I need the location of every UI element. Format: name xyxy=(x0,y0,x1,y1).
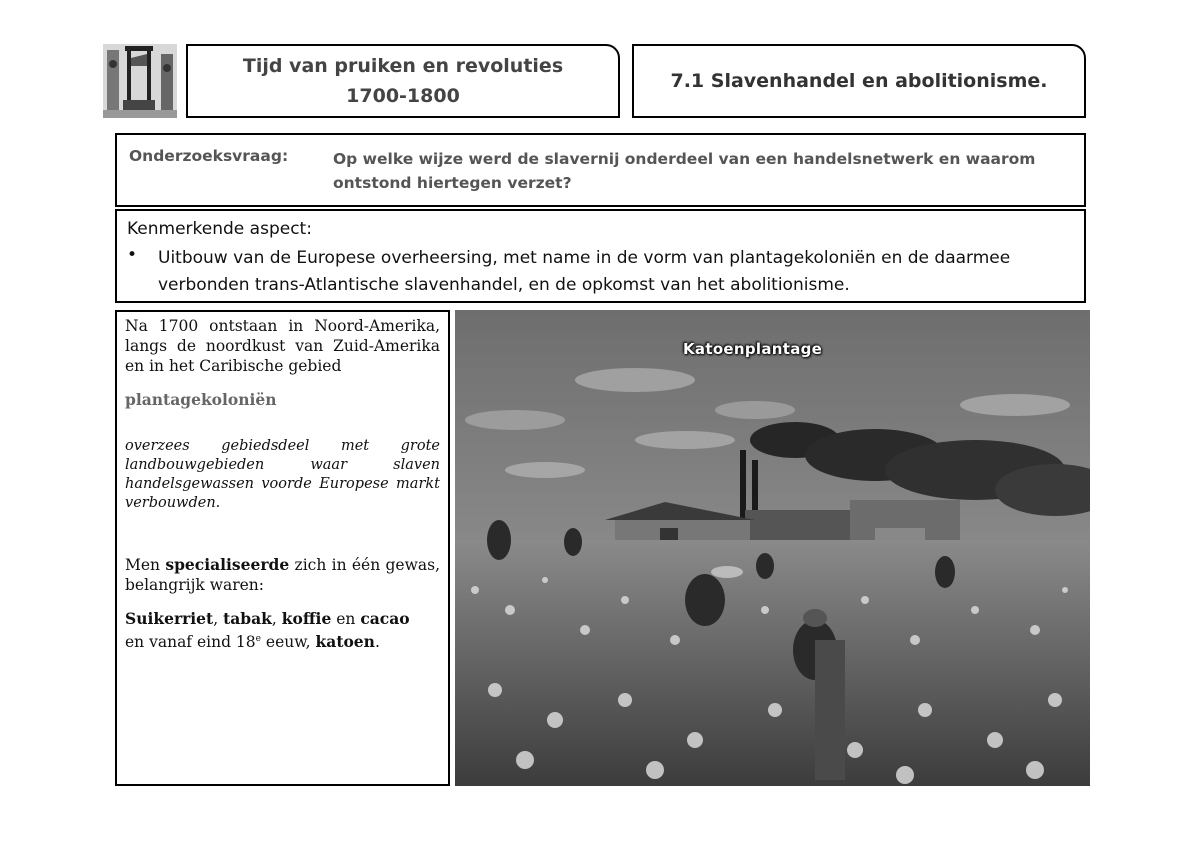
research-question-text: Op welke wijze werd de slavernij onderdeel van een handelsnetwerk en waarom ontstond hiertegen verzet? xyxy=(333,150,1036,192)
crop-sugarcane: Suikerriet xyxy=(125,609,214,628)
crop-sep-1: , xyxy=(213,610,224,628)
bullet-point: • xyxy=(127,245,138,265)
crops-line2-mid: eeuw, xyxy=(260,633,316,652)
period-title: Tijd van pruiken en revoluties xyxy=(242,55,564,77)
crop-sep-3: en xyxy=(331,610,361,628)
term-definition: overzees gebiedsdeel met grote landbouwgebieden waar slaven handelsgewassen voorde Europese markt verbouwden. xyxy=(125,438,440,511)
crops-paragraph xyxy=(125,609,440,652)
chapter-title-box xyxy=(632,44,1086,118)
crops-line2-pre: en vanaf eind 18 xyxy=(125,633,256,652)
period-title-box xyxy=(186,44,620,118)
crop-sep-2: , xyxy=(271,610,282,628)
crop-cocoa: cacao xyxy=(360,609,410,628)
characteristic-aspect-box xyxy=(115,209,1086,303)
guillotine-illustration xyxy=(103,44,177,118)
explanation-text-box xyxy=(115,310,450,786)
spec-text-bold: specialiseerde xyxy=(165,555,290,574)
spec-text-pre: Men xyxy=(125,556,166,574)
specialisation-paragraph xyxy=(125,555,440,595)
ordinal-suffix: e xyxy=(255,634,261,644)
intro-paragraph: Na 1700 ontstaan in Noord-Amerika, langs de noordkust van Zuid-Amerika en in het Caribische gebied xyxy=(125,317,440,375)
cotton-plantation-photo xyxy=(455,310,1090,786)
spec-text-post: zich in één gewas, belangrijk waren: xyxy=(125,556,440,594)
research-question-box xyxy=(115,133,1086,207)
term-plantation-colonies: plantagekoloniën xyxy=(125,390,277,409)
crop-coffee: koffie xyxy=(281,609,332,628)
chapter-title: 7.1 Slavenhandel en abolitionisme. xyxy=(670,70,1048,92)
photo-caption: Katoenplantage xyxy=(683,340,823,358)
aspect-heading: Kenmerkende aspect: xyxy=(127,219,312,239)
research-question-label: Onderzoeksvraag: xyxy=(129,147,289,165)
crop-tobacco: tabak xyxy=(223,609,272,628)
aspect-text: Uitbouw van de Europese overheersing, met name in de vorm van plantagekoloniën en de daarmee verbonden trans-Atlantische slavenhandel, en de opkomst van het abolitionisme. xyxy=(158,248,1011,295)
crops-line2-end: . xyxy=(374,633,380,652)
period-years: 1700-1800 xyxy=(346,85,460,107)
crop-cotton: katoen xyxy=(315,632,375,652)
